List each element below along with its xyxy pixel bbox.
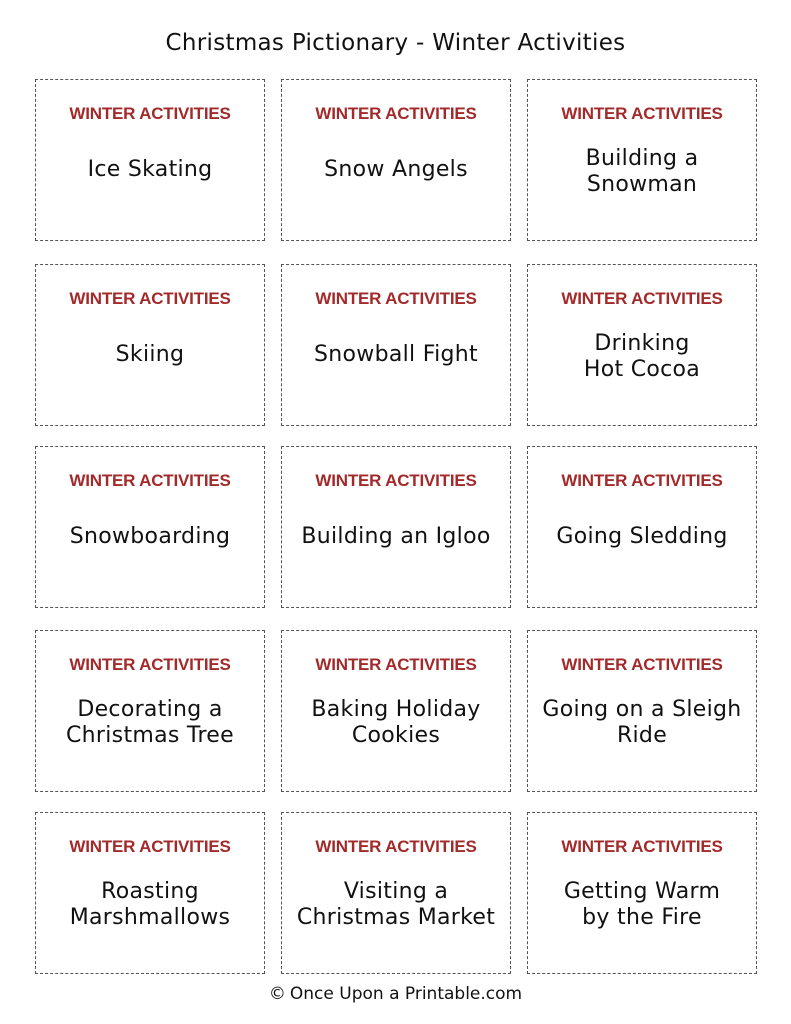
pictionary-card	[35, 264, 265, 426]
pictionary-card	[35, 630, 265, 792]
card-phrase-line: Building a	[585, 146, 699, 171]
card-phrase-line: Drinking	[594, 331, 690, 356]
card-category-label: WINTER ACTIVITIES	[69, 289, 231, 308]
card-category-label: WINTER ACTIVITIES	[561, 104, 723, 123]
card-category-label: WINTER ACTIVITIES	[561, 471, 723, 490]
card-phrase-line: Christmas Tree	[66, 723, 234, 748]
card-category-label: WINTER ACTIVITIES	[315, 837, 477, 856]
card-phrase	[44, 157, 256, 183]
pictionary-card	[281, 79, 511, 241]
footer-text: Once Upon a Printable.com	[289, 984, 523, 1004]
card-phrase-line: Cookies	[351, 723, 441, 748]
card-phrase-line: Decorating a	[77, 697, 223, 722]
pictionary-card	[527, 812, 757, 974]
pictionary-card	[527, 79, 757, 241]
card-category-label: WINTER ACTIVITIES	[69, 471, 231, 490]
card-phrase-line: Getting Warm	[563, 879, 721, 904]
card-category-label: WINTER ACTIVITIES	[315, 104, 477, 123]
card-category-label: WINTER ACTIVITIES	[315, 289, 477, 308]
page-title: Christmas Pictionary - Winter Activities	[165, 30, 626, 56]
card-phrase-line: Going Sledding	[556, 524, 728, 549]
card-phrase	[290, 879, 502, 931]
card-phrase-line: Snowball Fight	[314, 342, 478, 367]
card-category-label: WINTER ACTIVITIES	[69, 837, 231, 856]
pictionary-card	[35, 812, 265, 974]
card-category-label: WINTER ACTIVITIES	[561, 655, 723, 674]
card-phrase-line: Christmas Market	[296, 905, 496, 930]
pictionary-card	[527, 264, 757, 426]
card-phrase-line: Snowboarding	[69, 524, 231, 549]
pictionary-card	[281, 812, 511, 974]
card-category-label: WINTER ACTIVITIES	[69, 104, 231, 123]
pictionary-card	[35, 79, 265, 241]
card-phrase	[44, 342, 256, 368]
copyright-icon: ©	[268, 984, 286, 1004]
card-phrase-line: Baking Holiday	[311, 697, 481, 722]
card-phrase-line: Ice Skating	[87, 157, 213, 182]
pictionary-card	[527, 630, 757, 792]
pictionary-card	[281, 630, 511, 792]
card-category-label: WINTER ACTIVITIES	[315, 655, 477, 674]
card-phrase	[290, 157, 502, 183]
card-phrase	[290, 342, 502, 368]
card-phrase-line: by the Fire	[582, 905, 702, 930]
card-phrase	[536, 879, 748, 931]
pictionary-card	[527, 446, 757, 608]
card-phrase	[44, 879, 256, 931]
card-phrase	[44, 524, 256, 550]
card-phrase	[44, 697, 256, 749]
card-phrase-line: Hot Cocoa	[583, 357, 701, 382]
card-phrase-line: Roasting	[101, 879, 199, 904]
card-category-label: WINTER ACTIVITIES	[315, 471, 477, 490]
card-phrase-line: Going on a Sleigh	[542, 697, 742, 722]
card-category-label: WINTER ACTIVITIES	[561, 837, 723, 856]
card-category-label: WINTER ACTIVITIES	[69, 655, 231, 674]
pictionary-card	[281, 446, 511, 608]
footer	[0, 984, 791, 1004]
card-phrase	[536, 524, 748, 550]
card-phrase-line: Building an Igloo	[301, 524, 491, 549]
card-phrase-line: Snow Angels	[324, 157, 468, 182]
card-phrase	[536, 331, 748, 383]
pictionary-card	[35, 446, 265, 608]
card-phrase-line: Skiing	[115, 342, 185, 367]
card-phrase-line: Snowman	[586, 172, 698, 197]
card-category-label: WINTER ACTIVITIES	[561, 289, 723, 308]
card-phrase-line: Visiting a	[343, 879, 449, 904]
pictionary-card	[281, 264, 511, 426]
card-phrase	[290, 524, 502, 550]
card-phrase	[536, 146, 748, 198]
card-phrase	[290, 697, 502, 749]
card-phrase-line: Marshmallows	[69, 905, 231, 930]
card-phrase	[536, 697, 748, 749]
card-phrase-line: Ride	[616, 723, 668, 748]
